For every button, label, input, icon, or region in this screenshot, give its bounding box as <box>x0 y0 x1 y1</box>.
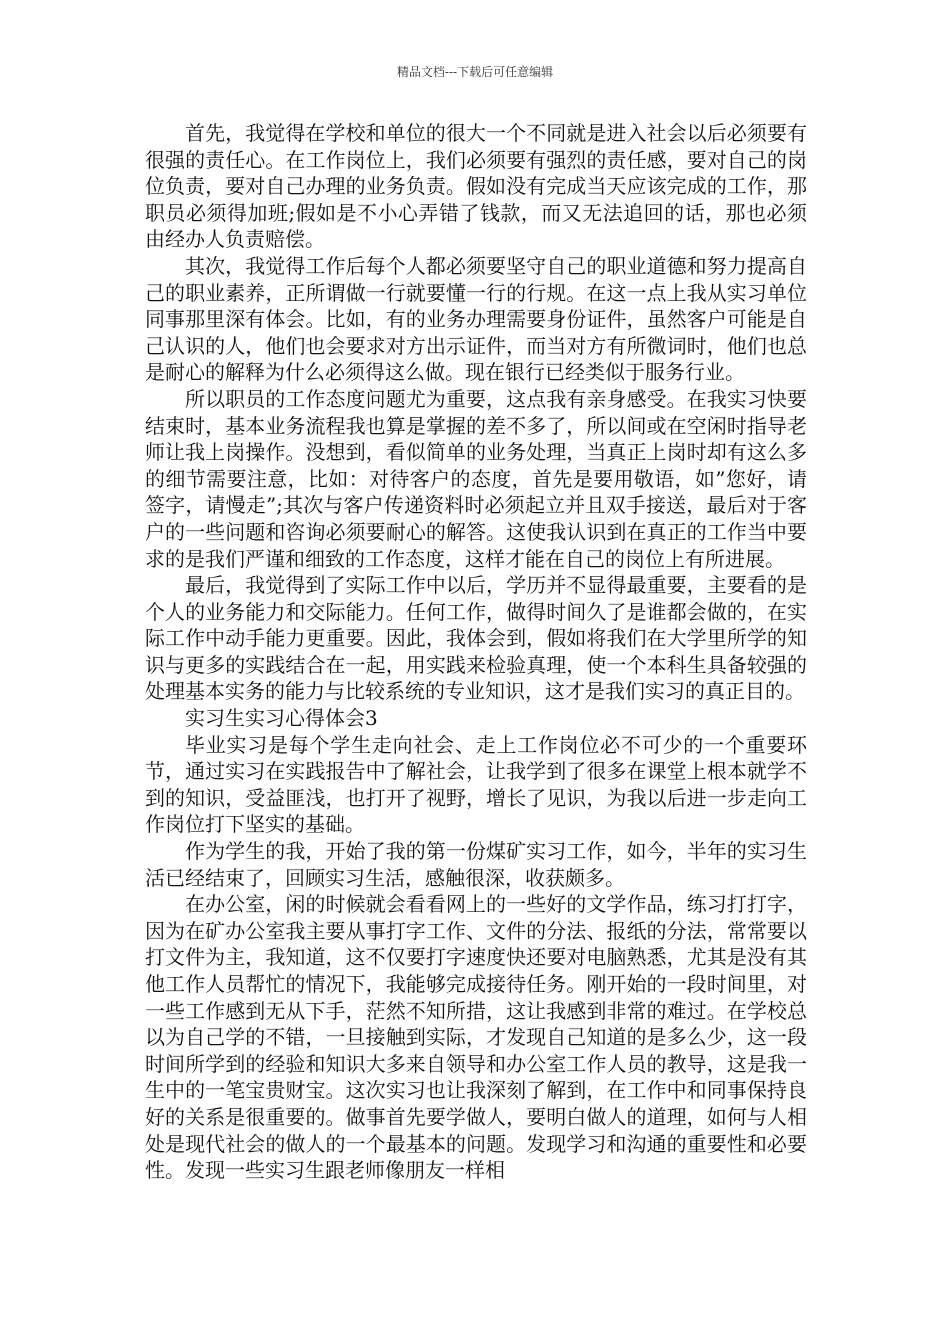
section-heading: 实习生实习心得体会3 <box>185 706 378 731</box>
paragraph-first-job: 作为学生的我，开始了我的第一份煤矿实习工作，如今，半年的实习生活已经结束了，回顾实习生活，感触很深，收获颇多。 <box>145 839 807 890</box>
paragraph-responsibility: 首先，我觉得在学校和单位的很大一个不同就是进入社会以后必须要有很强的责任心。在工作岗位上，我们必须要有强烈的责任感，要对自己的岗位负责，要对自己办理的业务负责。假如没有完成当天应该完成的工作，那职员必须得加班;假如是不小心弄错了钱款，而又无法追回的话，那也必须由经办人负责赔偿。 <box>145 121 807 252</box>
paragraph-practical-ability: 最后，我觉得到了实际工作中以后，学历并不显得最重要，主要看的是个人的业务能力和交际能力。任何工作，做得时间久了是谁都会做的，在实际工作中动手能力更重要。因此，我体会到，假如将我们在大学里所学的知识与更多的实践结合在一起，用实践来检验真理，使一个本科生具备较强的处理基本实务的能力与比较系统的专业知识，这才是我们实习的真正目的。 <box>145 573 807 704</box>
paragraph-office-work: 在办公室，闲的时候就会看看网上的一些好的文学作品，练习打打字，因为在矿办公室我主要从事打字工作、文件的分法、报纸的分法，常常要以打文件为主，我知道，这不仅要打字速度快还要对电脑熟悉，尤其是没有其他工作人员帮忙的情况下，我能够完成接待任务。刚开始的一段时间里，对一些工作感到无从下手，茫然不知所措，这让我感到非常的难过。在学校总以为自己学的不错，一旦接触到实际，才发现自己知道的是多么少，这一段时间所学到的经验和知识大多来自领导和办公室工作人员的教导，这是我一生中的一笔宝贵财宝。这次实习也让我深刻了解到，在工作中和同事保持良好的关系是很重要的。做事首先要学做人，要明白做人的道理，如何与人相处是现代社会的做人的一个最基本的问题。发现学习和沟通的重要性和必要性。发现一些实习生跟老师像朋友一样相 <box>145 892 807 1183</box>
paragraph-professional-ethics: 其次，我觉得工作后每个人都必须要坚守自己的职业道德和努力提高自己的职业素养，正所谓做一行就要懂一行的行规。在这一点上我从实习单位同事那里深有体会。比如，有的业务办理需要身份证件，虽然客户可能是自己认识的人，他们也会要求对方出示证件，而当对方有所微词时，他们也总是耐心的解释为什么必须得这么做。现在银行已经类似于服务行业。 <box>145 253 807 385</box>
paragraph-graduation-internship: 毕业实习是每个学生走向社会、走上工作岗位必不可少的一个重要环节，通过实习在实践报告中了解社会，让我学到了很多在课堂上根本就学不到的知识，受益匪浅，也打开了视野，增长了见识，为我以后进一步走向工作岗位打下坚实的基础。 <box>145 732 807 837</box>
document-body <box>145 120 807 1184</box>
page-header: 精品文档---下载后可任意编辑 <box>396 65 554 79</box>
paragraph-work-attitude: 所以职员的工作态度问题尤为重要，这点我有亲身感受。在我实习快要结束时，基本业务流程我也算是掌握的差不多了，所以间或在空闲时指导老师让我上岗操作。没想到，看似简单的业务处理，当真正上岗时却有这么多的细节需要注意，比如：对待客户的态度，首先是要用敬语，如”您好，请签字，请慢走”;其次与客户传递资料时必须起立并且双手接送，最后对于客户的一些问题和咨询必须要耐心的解答。这使我认识到在真正的工作当中要求的是我们严谨和细致的工作态度，这样才能在自己的岗位上有所进展。 <box>145 386 807 571</box>
